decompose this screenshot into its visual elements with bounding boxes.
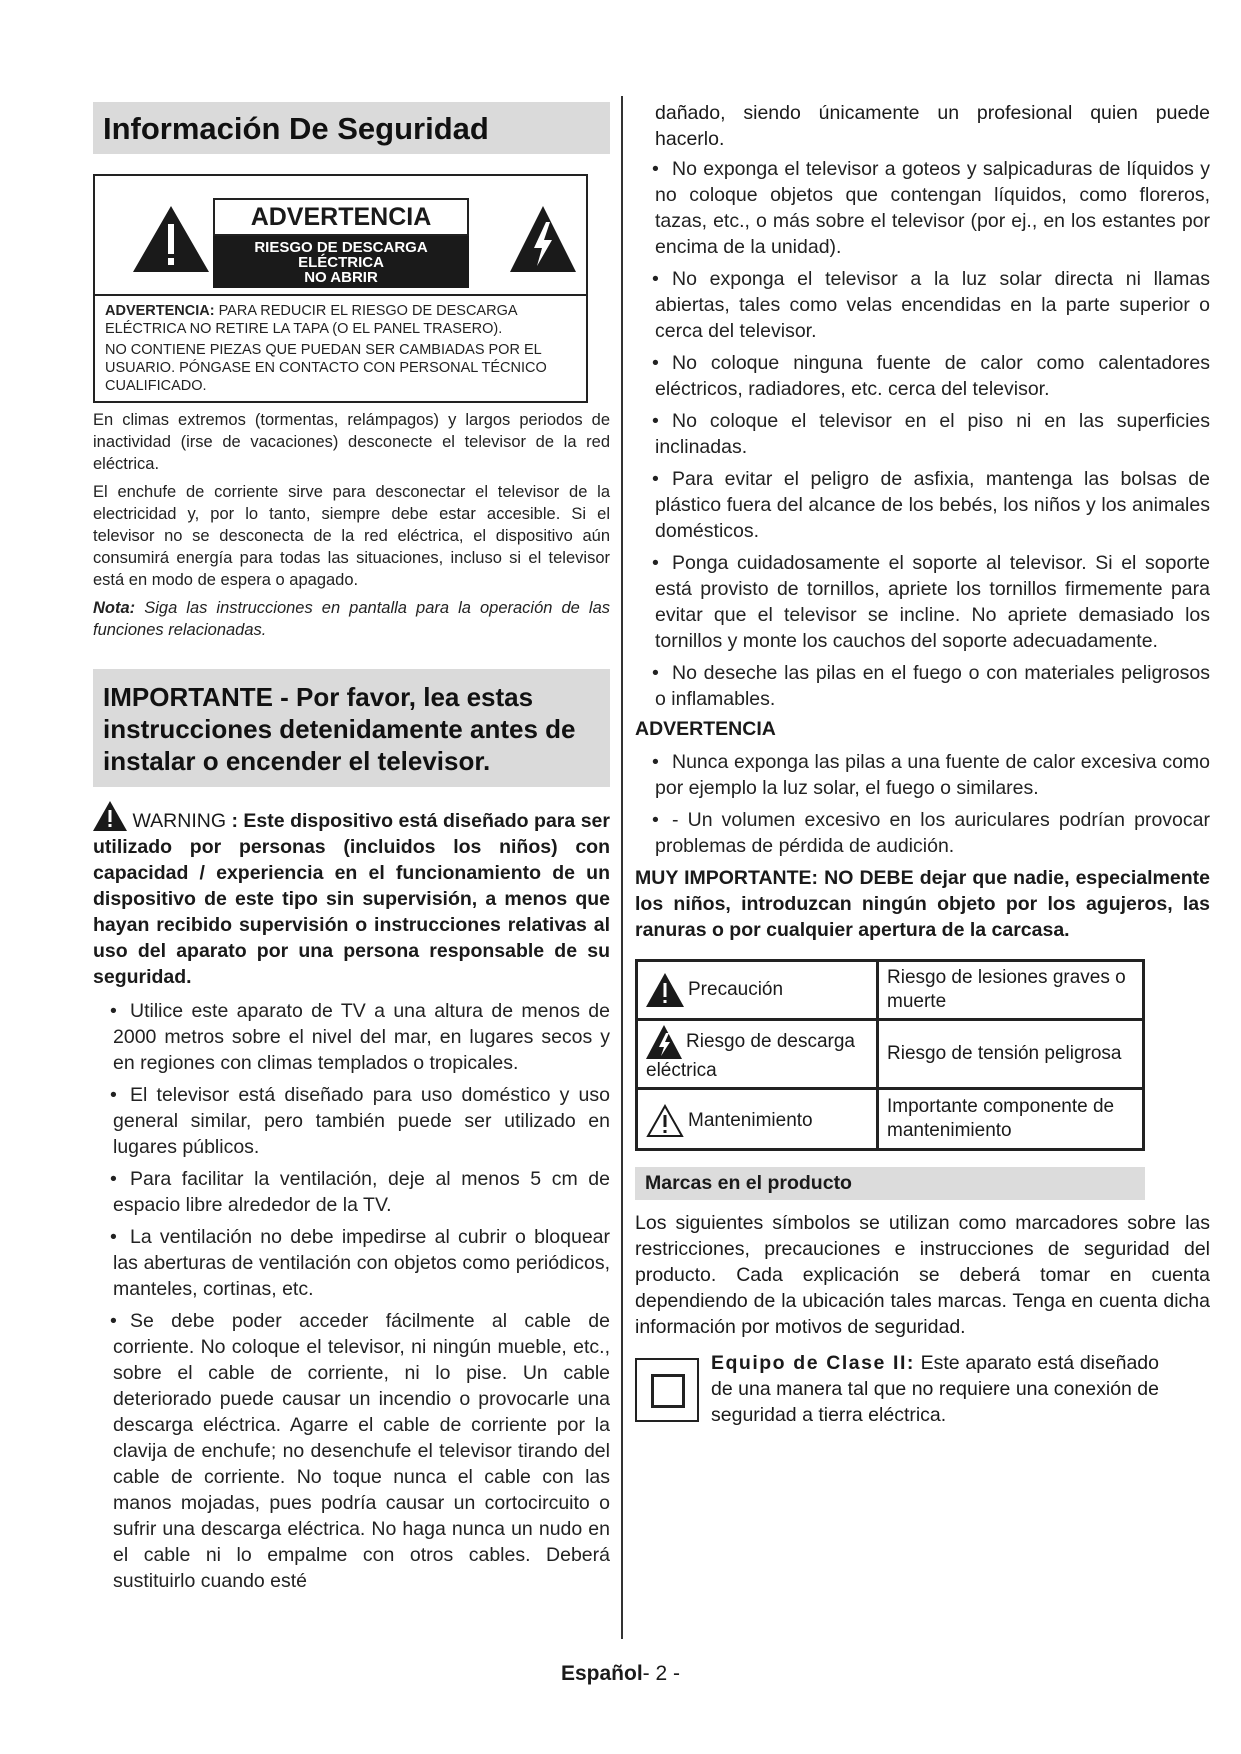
subtitle-line: ELÉCTRICA: [298, 254, 384, 272]
symbol-cell: [637, 1020, 878, 1089]
right-column: [635, 100, 1210, 1432]
list-item: • Para facilitar la ventilación, deje al menos 5 cm de espacio libre alrededor de la TV.: [93, 1166, 610, 1218]
symbol-cell: [637, 1089, 878, 1150]
caution-triangle-icon: [646, 973, 684, 1007]
symbol-desc: Riesgo de tensión peligrosa: [878, 1020, 1144, 1089]
table-row: [637, 1020, 1144, 1089]
subtitle-line: RIESGO DE DESCARGA: [254, 239, 428, 257]
note-paragraph: [93, 597, 610, 641]
muy-importante-paragraph: MUY IMPORTANTE: NO DEBE dejar que nadie, especialmente los niños, introduzcan ningún objeto por los agujeros, las ranuras o por cualquier apertura de la carcasa.: [635, 867, 1210, 941]
class2-label: Equipo de Clase II:: [711, 1352, 915, 1374]
list-item: • No exponga el televisor a goteos y salpicaduras de líquidos y no coloque objetos que contengan líquidos, como floreros, tazas, etc., o más sobre el televisor (por ej., en los estantes por encima de la unidad).: [635, 156, 1210, 260]
lightning-triangle-icon: [646, 1025, 682, 1059]
advertencia-title: ADVERTENCIA: [213, 198, 469, 236]
warning-body-2: NO CONTIENE PIEZAS QUE PUEDAN SER CAMBIADAS POR EL USUARIO. PÓNGASE EN CONTACTO CON PERSONAL TÉCNICO CUALIFICADO.: [105, 342, 547, 395]
paragraph-climas: En climas extremos (tormentas, relámpagos) y largos periodos de inactividad (irse de vacaciones) desconecte el televisor de la red eléctrica.: [93, 411, 610, 474]
warning-label-text: [95, 296, 586, 401]
class2-section: [635, 1350, 1210, 1432]
symbol-desc: Riesgo de lesiones graves o muerte: [878, 961, 1144, 1020]
left-column: [93, 102, 610, 1600]
list-item: • No deseche las pilas en el fuego o con materiales peligrosos o inflamables.: [635, 660, 1210, 712]
page-title: Información De Seguridad: [93, 102, 610, 154]
list-item: • No coloque el televisor en el piso ni en las superficies inclinadas.: [635, 408, 1210, 460]
class-ii-icon: [635, 1358, 699, 1422]
warning-body-1: PARA REDUCIR EL RIESGO DE DESCARGA ELÉCTRICA NO RETIRE LA TAPA (O EL PANEL TRASERO).: [105, 303, 517, 338]
list-item: • Utilice este aparato de TV a una altura de menos de 2000 metros sobre el nivel del mar, en lugares secos y en regiones con climas templados o tropicales.: [93, 998, 610, 1076]
column-divider: [621, 96, 623, 1639]
symbol-label: Precaución: [688, 979, 784, 1001]
lightning-triangle-icon: [510, 206, 576, 272]
advertencia-bullet-list: [635, 749, 1210, 859]
warning-triangle-icon: [93, 801, 127, 831]
note-label: Nota:: [93, 599, 136, 618]
note-text: Siga las instrucciones en pantalla para la operación de las funciones relacionadas.: [93, 599, 610, 640]
paragraph-enchufe: El enchufe de corriente sirve para desconectar el televisor de la electricidad y, por lo tanto, siempre debe estar accesible. Si el televisor no se desconecta de la red eléctrica, el dispositivo aún consumirá energía para todas las situaciones, incluso si el televisor está en modo de espera o apagado.: [93, 483, 610, 590]
warning-word: WARNING: [127, 810, 226, 833]
list-item: • No exponga el televisor a la luz solar directa ni llamas abiertas, tales como velas encendidas en la parte superior o cerca del televisor.: [635, 266, 1210, 344]
warning-paragraph: [93, 801, 610, 990]
warning-label-box: [93, 174, 588, 403]
list-item: • Ponga cuidadosamente el soporte al televisor. Si el soporte está provisto de tornillos, apriete los tornillos firmemente para evitar que el televisor se incline. No apriete demasiado los tornillos y monte los cauchos del soporte adecuadamente.: [635, 550, 1210, 654]
subtitle-line: NO ABRIR: [304, 269, 378, 287]
advertencia-panel: [213, 198, 469, 294]
marcas-paragraph: Los siguientes símbolos se utilizan como marcadores sobre las restricciones, precauciones e instrucciones de seguridad del producto. Cada explicación se deberá tomar en cuenta dependiendo de la ubicación tales marcas. Tenga en cuenta dicha información por motivos de seguridad.: [635, 1212, 1210, 1338]
exclamation-triangle-icon: [133, 206, 209, 272]
table-row: [637, 961, 1144, 1020]
warning-label-header: [95, 176, 586, 296]
important-title: IMPORTANTE - Por favor, lea estas instrucciones detenidamente antes de instalar o encender el televisor.: [93, 669, 610, 787]
warning-body-bold: ADVERTENCIA:: [105, 303, 215, 320]
footer-page-number: - 2 -: [642, 1662, 681, 1685]
list-item: • - Un volumen excesivo en los auriculares podrían provocar problemas de pérdida de audición.: [635, 807, 1210, 859]
marcas-title: Marcas en el producto: [635, 1167, 1145, 1200]
symbol-label: Riesgo de descarga eléctrica: [646, 1031, 855, 1081]
advertencia-heading: ADVERTENCIA: [635, 718, 776, 740]
list-item: • Nunca exponga las pilas a una fuente de calor excesiva como por ejemplo la luz solar, el fuego o similares.: [635, 749, 1210, 801]
warning-text: : Este dispositivo está diseñado para ser utilizado por personas (incluidos los niños) con capacidad / experiencia en el funcionamiento de un dispositivo de este tipo sin supervisión, a menos que hayan recibido supervisión o instrucciones relativas al uso del aparato por una persona responsable de su seguridad.: [93, 810, 610, 989]
table-row: [637, 1089, 1144, 1150]
continuation-text: dañado, siendo únicamente un profesional quien puede hacerlo.: [655, 102, 1210, 150]
symbol-table: [635, 959, 1145, 1151]
list-item: • La ventilación no debe impedirse al cubrir o bloquear las aberturas de ventilación con objetos como periódicos, manteles, cortinas, etc.: [93, 1224, 610, 1302]
symbol-desc: Importante componente de mantenimiento: [878, 1089, 1144, 1150]
page-footer: [0, 1662, 1241, 1686]
list-item: • El televisor está diseñado para uso doméstico y uso general similar, pero también puede ser utilizado en lugares públicos.: [93, 1082, 610, 1160]
list-item: • Se debe poder acceder fácilmente al cable de corriente. No coloque el televisor, ni ningún mueble, etc., sobre el cable de corriente, ni lo pise. Un cable deteriorado puede causar un incendio o provocarle una descarga eléctrica. Agarre el cable de corriente por la clavija de enchufe; no desenchufe el televisor tirando del cable de corriente. No toque nunca el cable con las manos mojadas, pues podría causar un cortocircuito o sufrir una descarga eléctrica. No haga nunca un nudo en el cable ni lo empalme con otros cables. Deberá sustituirlo cuando esté: [93, 1308, 610, 1594]
class2-description: Este aparato está diseñado de una manera tal que no requiere una conexión de seguridad a tierra eléctrica.: [711, 1352, 1159, 1426]
advertencia-subtitle: [213, 236, 469, 288]
class2-text: [711, 1350, 1159, 1428]
left-bullet-list: [93, 998, 610, 1594]
list-item: • Para evitar el peligro de asfixia, mantenga las bolsas de plástico fuera del alcance de los bebés, los niños y los animales domésticos.: [635, 466, 1210, 544]
symbol-label: Mantenimiento: [688, 1110, 813, 1132]
maintenance-triangle-icon: [646, 1104, 684, 1138]
footer-language: Español: [560, 1662, 643, 1685]
symbol-cell: [637, 961, 878, 1020]
right-bullet-list: [635, 156, 1210, 712]
list-item: • No coloque ninguna fuente de calor como calentadores eléctricos, radiadores, etc. cerca del televisor.: [635, 350, 1210, 402]
